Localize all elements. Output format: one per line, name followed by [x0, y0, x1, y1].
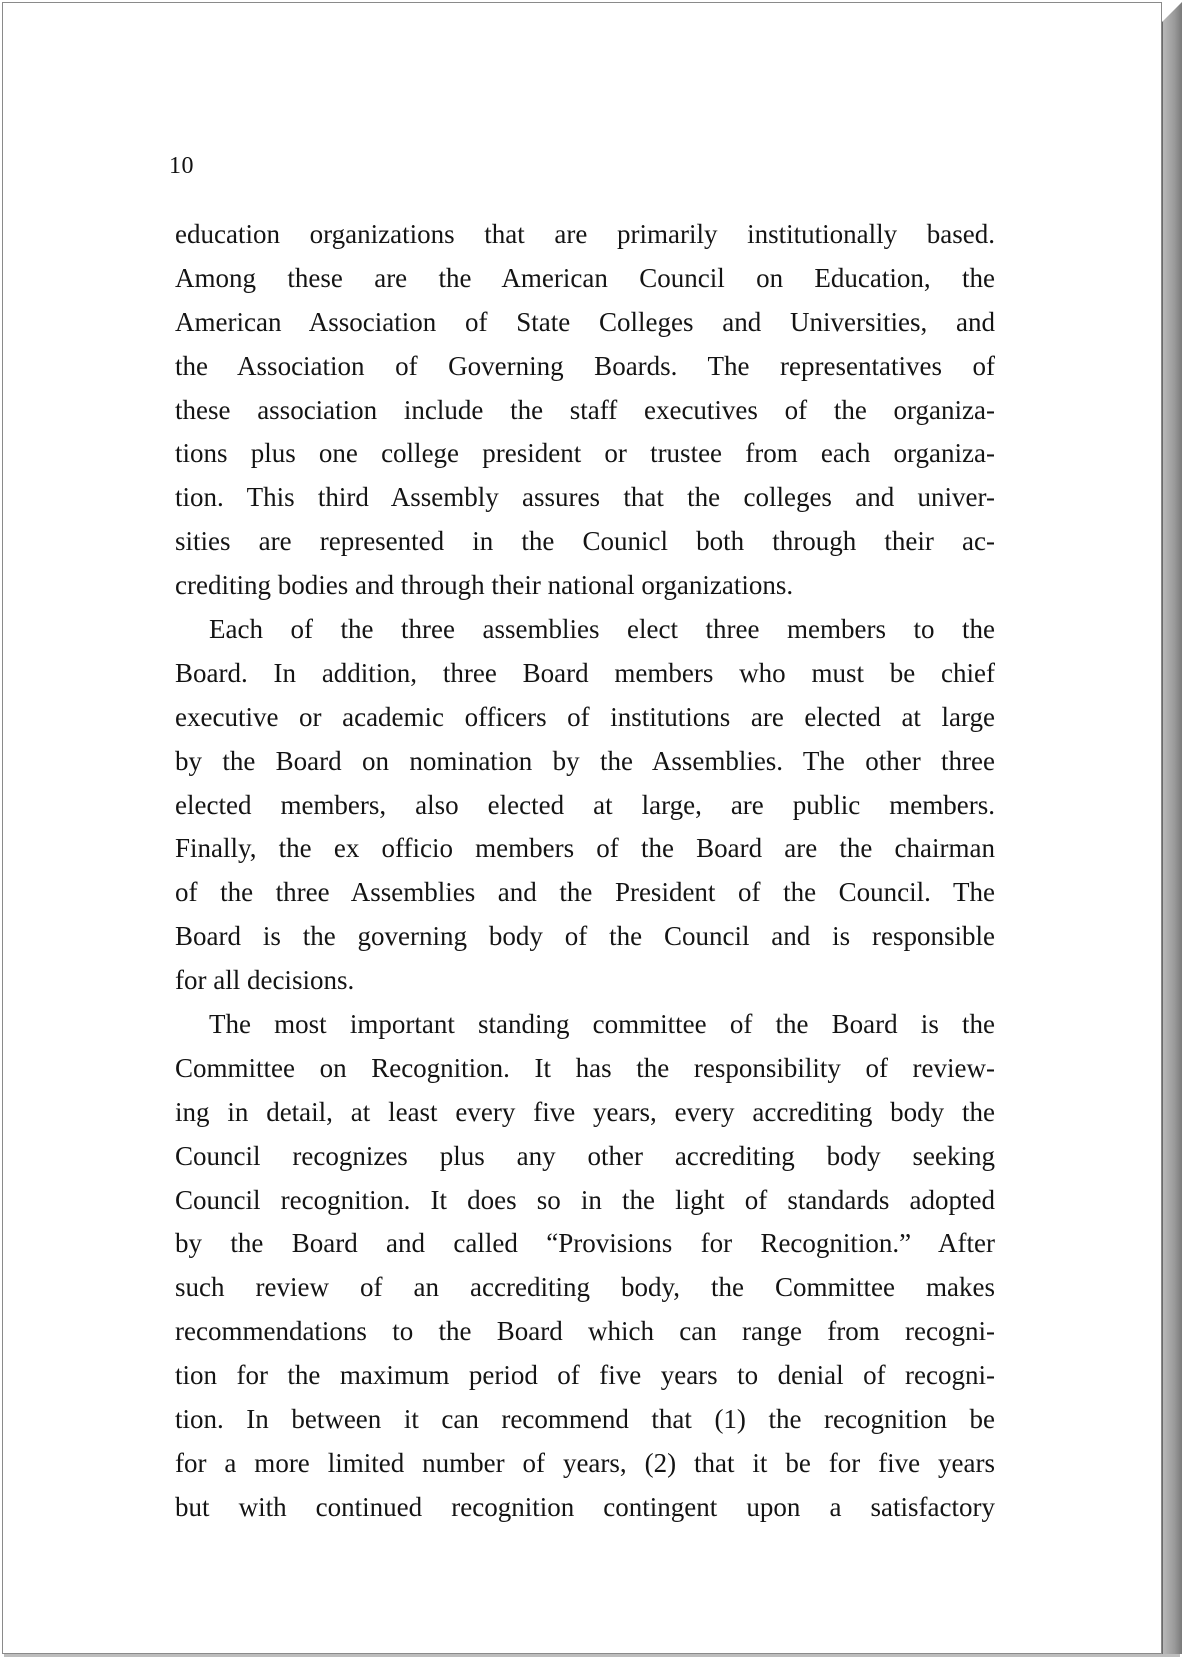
text-line: Among these are the American Council on Education, the — [175, 262, 995, 293]
paragraph — [175, 1003, 995, 1530]
page-bottom-shadow — [4, 1654, 1180, 1657]
text-line: by the Board and called “Provisions for Recognition.” After — [175, 1228, 995, 1259]
text-line: elected members, also elected at large, are public members. — [175, 789, 995, 820]
text-line: recommendations to the Board which can range from recogni- — [175, 1316, 995, 1347]
text-line: Board is the governing body of the Council and is responsible — [175, 921, 995, 952]
text-line: ing in detail, at least every five years, every accrediting body the — [175, 1096, 995, 1127]
text-line: Finally, the ex officio members of the Board are the chairman — [175, 833, 995, 864]
text-line: sities are represented in the Counicl both through their ac- — [175, 526, 995, 557]
text-line: Council recognizes plus any other accrediting body seeking — [175, 1140, 995, 1171]
text-line: these association include the staff executives of the organiza- — [175, 394, 995, 425]
text-line: The most important standing committee of the Board is the — [209, 1009, 995, 1040]
text-line: Board. In addition, three Board members who must be chief — [175, 657, 995, 688]
text-line: executive or academic officers of institutions are elected at large — [175, 701, 995, 732]
text-line: tion for the maximum period of five years to denial of recogni- — [175, 1360, 995, 1391]
page-body-text — [175, 213, 995, 1530]
text-line: tion. This third Assembly assures that the colleges and univer- — [175, 482, 995, 513]
text-line: such review of an accrediting body, the Committee makes — [175, 1272, 995, 1303]
text-line: American Association of State Colleges and Universities, and — [175, 306, 995, 337]
paragraph — [175, 608, 995, 1003]
text-line: tion. In between it can recommend that (1) the recognition be — [175, 1404, 995, 1435]
document-page — [2, 2, 1162, 1654]
page-corner-fold — [1162, 2, 1182, 22]
text-line: Council recognition. It does so in the light of standards adopted — [175, 1184, 995, 1215]
text-line: by the Board on nomination by the Assemblies. The other three — [175, 745, 995, 776]
page-edge-shadow — [1162, 2, 1182, 1654]
text-line: for a more limited number of years, (2) that it be for five years — [175, 1447, 995, 1478]
text-line: crediting bodies and through their national organizations. — [175, 570, 794, 601]
text-line: the Association of Governing Boards. The representatives of — [175, 350, 995, 381]
text-line: education organizations that are primarily institutionally based. — [175, 219, 995, 249]
page-number: 10 — [169, 153, 194, 179]
text-line: of the three Assemblies and the President of the Council. The — [175, 877, 995, 908]
text-line: but with continued recognition contingent upon a satisfactory — [175, 1491, 995, 1522]
text-line: tions plus one college president or trustee from each organiza- — [175, 438, 995, 469]
paragraph — [175, 213, 995, 608]
text-line: Each of the three assemblies elect three members to the — [209, 614, 995, 645]
text-line: Committee on Recognition. It has the responsibility of review- — [175, 1052, 995, 1083]
text-line: for all decisions. — [175, 965, 355, 996]
